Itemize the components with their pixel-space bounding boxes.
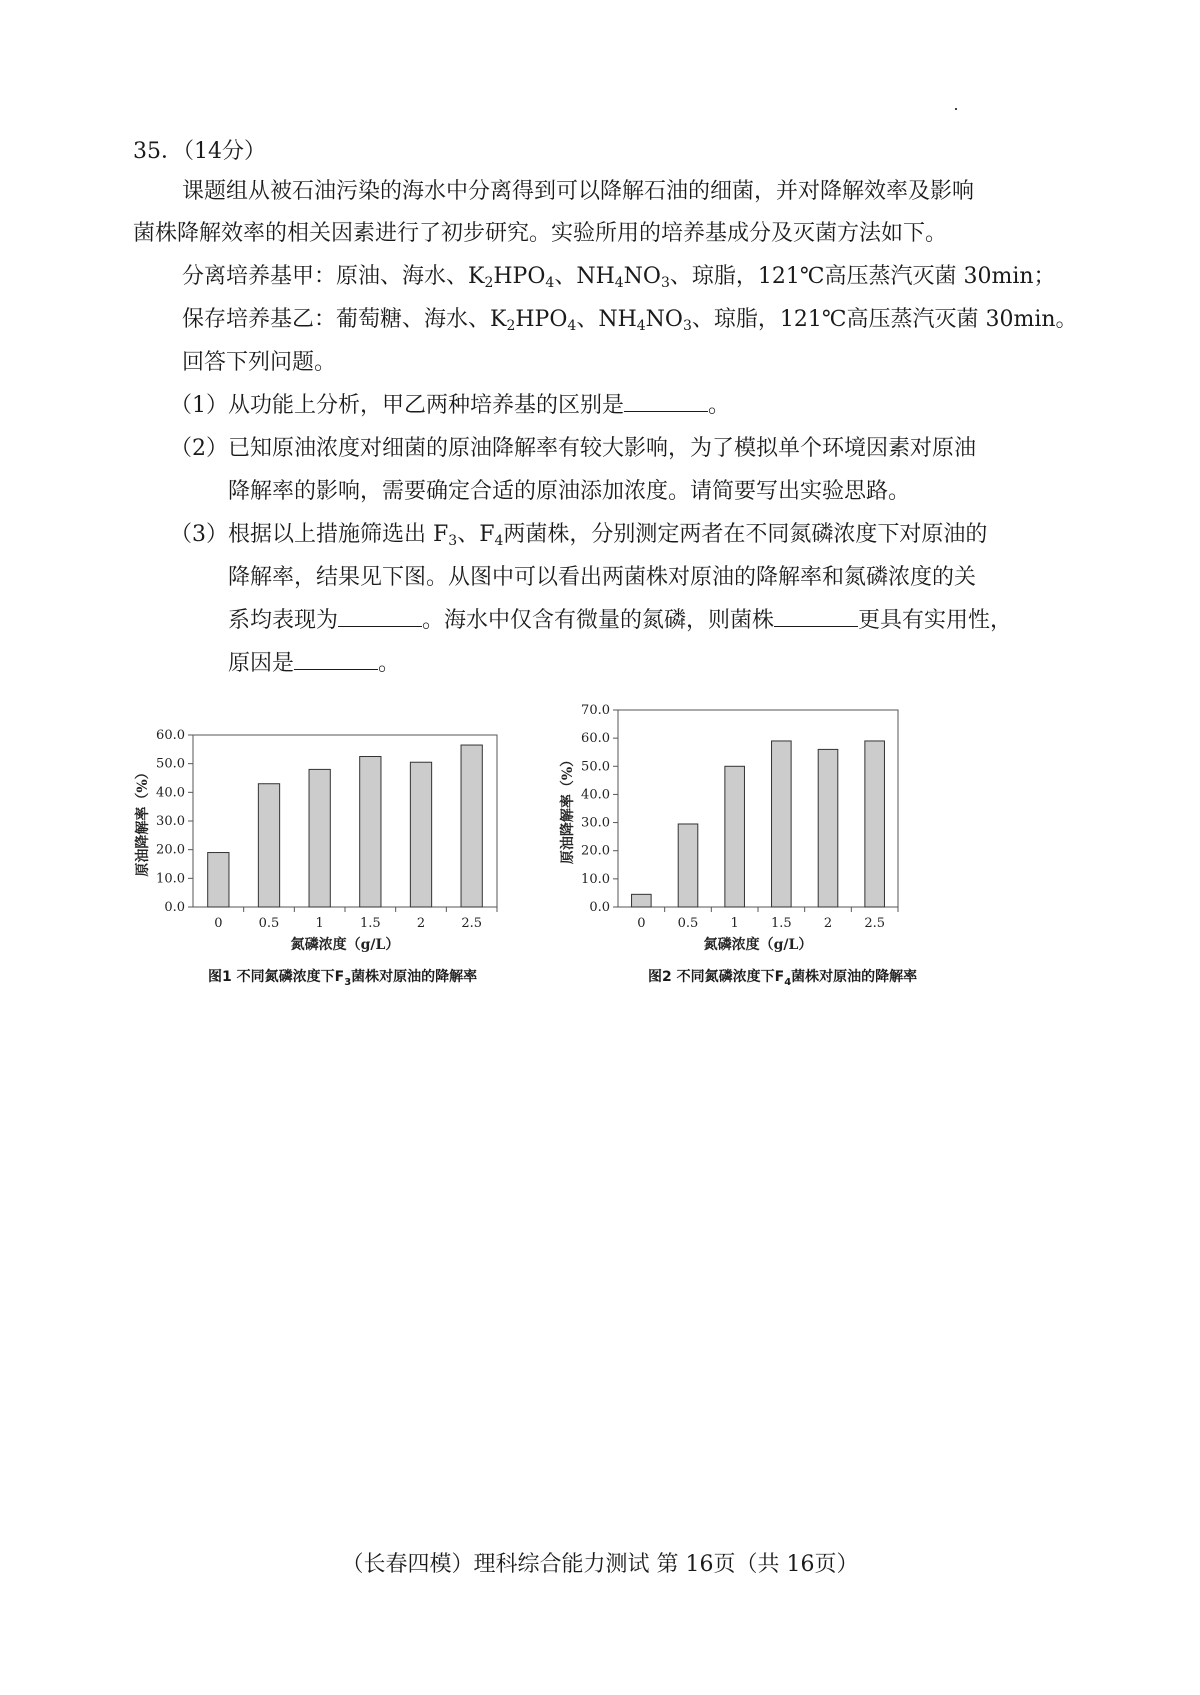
x-tick-label: 2.5 bbox=[461, 916, 483, 931]
q3-strain-blank[interactable] bbox=[774, 626, 858, 627]
bar bbox=[461, 745, 482, 907]
y-tick-label: 70.0 bbox=[581, 703, 610, 718]
medium-b-line: 保存培养基乙：葡萄糖、海水、$K_2HPO_4$、$NH_4NO_3$、琼脂，121℃高压蒸汽灭菌 30min。 bbox=[182, 307, 1078, 334]
x-tick-label: 2.5 bbox=[864, 916, 886, 931]
bar bbox=[818, 749, 838, 907]
x-tick-label: 0 bbox=[637, 916, 646, 931]
q3-line-4: 原因是 。 bbox=[228, 651, 401, 676]
figure-1 bbox=[125, 695, 565, 955]
page-footer: （长春四模）理科综合能力测试 第 16页（共 16页） bbox=[341, 1552, 859, 1577]
bar bbox=[632, 894, 652, 907]
figure-2-caption: 图2 不同氮磷浓度下$F_4$菌株对原油的降解率 bbox=[648, 969, 918, 988]
x-tick-label: 0.5 bbox=[258, 916, 280, 931]
y-tick-label: 50.0 bbox=[581, 759, 610, 775]
intro-line-1: 课题组从被石油污染的海水中分离得到可以降解石油的细菌，并对降解效率及影响 bbox=[182, 179, 975, 204]
bar bbox=[360, 757, 381, 908]
y-tick-label: 10.0 bbox=[156, 871, 185, 887]
y-tick-label: 40.0 bbox=[156, 785, 185, 801]
question-number-label: 35．（14分） bbox=[133, 139, 266, 164]
plot-frame bbox=[193, 735, 497, 907]
figure-2-chart bbox=[560, 695, 1010, 955]
bar bbox=[725, 766, 745, 907]
x-tick-label: 0 bbox=[214, 916, 223, 931]
bar bbox=[309, 769, 330, 907]
y-tick-label: 0.0 bbox=[164, 900, 185, 915]
x-axis-label: 氮磷浓度（g/L） bbox=[290, 937, 400, 953]
x-tick-label: 2 bbox=[823, 916, 833, 931]
bar bbox=[865, 741, 885, 907]
y-tick-label: 60.0 bbox=[581, 731, 610, 747]
x-tick-label: 2 bbox=[416, 916, 426, 931]
figure-1-chart bbox=[125, 695, 565, 955]
q3-relation-blank[interactable] bbox=[338, 626, 422, 627]
y-tick-label: 60.0 bbox=[156, 728, 185, 743]
x-axis-label: 氮磷浓度（g/L） bbox=[703, 937, 813, 953]
intro-line-2: 菌株降解效率的相关因素进行了初步研究。实验所用的培养基成分及灭菌方法如下。 bbox=[133, 221, 948, 246]
q3-reason-blank[interactable] bbox=[294, 669, 378, 670]
y-tick-label: 40.0 bbox=[581, 787, 610, 803]
q2-line-2: 降解率的影响，需要确定合适的原油添加浓度。请简要写出实验思路。 bbox=[228, 479, 911, 504]
figure-2 bbox=[560, 695, 1010, 955]
y-tick-label: 30.0 bbox=[581, 815, 610, 831]
y-tick-label: 30.0 bbox=[156, 814, 185, 829]
x-tick-label: 1 bbox=[730, 916, 739, 931]
q3-line-2: 降解率，结果见下图。从图中可以看出两菌株对原油的降解率和氮磷浓度的关 bbox=[228, 565, 977, 590]
x-tick-label: 0.5 bbox=[677, 916, 699, 931]
x-tick-label: 1 bbox=[315, 916, 324, 931]
bar bbox=[678, 824, 698, 907]
bar bbox=[258, 784, 279, 907]
x-tick-label: 1.5 bbox=[770, 916, 792, 931]
q1-line: （1）从功能上分析，甲乙两种培养基的区别是 。 bbox=[170, 393, 731, 418]
y-tick-label: 50.0 bbox=[156, 756, 185, 772]
y-tick-label: 20.0 bbox=[156, 842, 185, 858]
y-axis-label: 原油降解率（%） bbox=[135, 765, 151, 877]
bar bbox=[410, 762, 431, 907]
figure-1-caption: 图1 不同氮磷浓度下$F_3$菌株对原油的降解率 bbox=[208, 969, 478, 988]
question-number bbox=[133, 137, 266, 167]
y-axis-label: 原油降解率（%） bbox=[560, 752, 576, 865]
y-tick-label: 20.0 bbox=[581, 843, 610, 859]
q3-line-1: （3）根据以上措施筛选出 $F_3$、$F_4$两菌株，分别测定两者在不同氮磷浓度下对原油的 bbox=[170, 522, 988, 549]
q1-answer-blank[interactable] bbox=[624, 411, 708, 412]
bar bbox=[208, 853, 229, 907]
y-tick-label: 10.0 bbox=[581, 871, 610, 887]
scan-speck bbox=[955, 108, 957, 110]
y-tick-label: 0.0 bbox=[589, 900, 610, 915]
plot-frame bbox=[618, 710, 898, 907]
medium-a-line: 分离培养基甲：原油、海水、$K_2HPO_4$、$NH_4NO_3$、琼脂，121℃高压蒸汽灭菌 30min； bbox=[182, 264, 1056, 291]
x-tick-label: 1.5 bbox=[359, 916, 381, 931]
answer-prompt: 回答下列问题。 bbox=[182, 350, 337, 375]
q3-line-3: 系均表现为 。海水中仅含有微量的氮磷，则菌株 更具有实用性， bbox=[228, 608, 1013, 633]
bar bbox=[772, 741, 792, 907]
q2-line-1: （2）已知原油浓度对细菌的原油降解率有较大影响，为了模拟单个环境因素对原油 bbox=[170, 436, 976, 461]
